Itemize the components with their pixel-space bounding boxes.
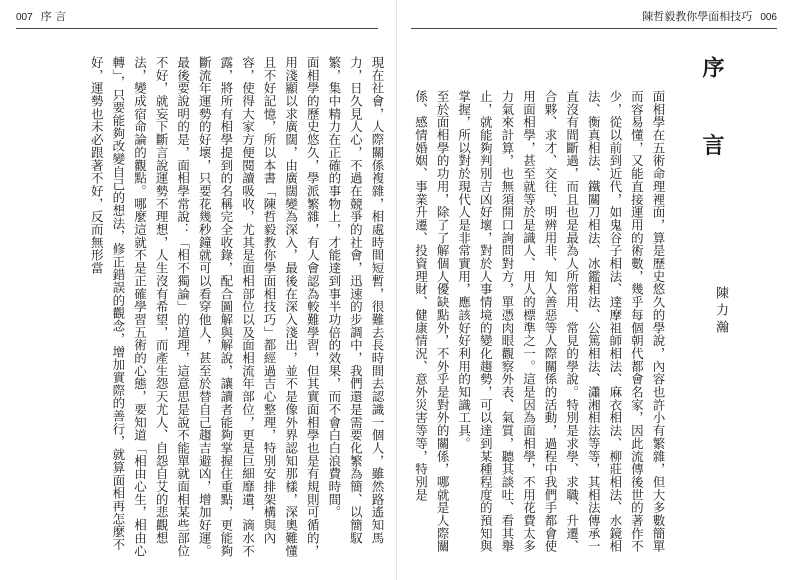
right-header-rule — [411, 28, 777, 29]
left-paragraph-3: 最後要說明的是，面相學常說：「相不獨論」的道理，這意思是說不能單就面相某些部位不好，就妄下斷言說運勢不理想，人生沒有希望，而產生怨天尤人、自怨自艾的悲觀想法，變成宿命論的觀點。哪麼這就不是正確學習五術的心態，要知道「相由心生，相由心轉」，只要能夠改變自己的想法，修正錯誤的觀念，增加實際的善行，就算面相再怎麼不好，運勢也未必跟著不好，反而無形當 — [89, 56, 191, 558]
left-running-title: 序 言 — [40, 10, 67, 23]
right-page-number: 006 — [760, 12, 777, 23]
right-page — [397, 0, 793, 580]
right-body-text — [413, 90, 669, 562]
left-paragraph-2: 面相學的歷史悠久，學派繁雜，有人會認為較難學習，但其實面相學也是有規則可循的，用淺顯以求廣闊，由廣闊變為深入，最後在深入淺出，並不是像外界認知那樣，深奧難懂且不好記憶，所以本書「陳哲毅教你學面相技巧」都經過吉心整理，特別安排架構與內容，使得大家方便閱讀吸收，尤其是面相部位以及面相流年部位，更是巨細靡遺，滴水不露，將所有相學提到的名稱完全收錄，配合圖解與解說，讓讀者能夠掌握住重點，更能夠斷流年運勢的好壞，只要花幾秒鐘就可以看穿他人，甚至於替自己趨吉避凶，增加好運。 — [197, 56, 321, 558]
right-paragraph-1: 面相學在五術命理裡面，算是歷史悠久的學說，內容也許小有繁雜，但大多數簡單而容易懂，又能直接運用的術數，幾乎每個朝代都會名家，因此流傳後世的著作不少，從以前到近代，如鬼谷子相法、達摩祖師相法、麻衣相法、柳莊相法、水鏡相法、衡真相法、鐵關刀相法、冰鑑相法、公篤相法、瀟湘相法等等，其相法傳承一直沒有間斷過，而且也是最為人所常用、常見的學說。特別是求學、求職、升遷、合夥、求才、交往、明辨用非、知人善惡等人際關係的活動，過程中我們手都會使用面相學，甚至就等於是識人、用人的標準之一。這是因為面相學，不用花費太多力氣來計算，也無須開口詢問對方，單憑肉眼觀察外表、氣質，聽其談吐、看其舉止，就能夠判別吉凶好壞，對於人事情境的變化趨勢，可以達到某種程度的預知與掌握，所以對於現代人是非常實用，應該好好利用的知識工具。 — [456, 90, 666, 553]
preface-title: 序 言 — [699, 56, 725, 180]
left-running-head — [16, 8, 66, 26]
right-paragraph-2: 至於面相學的功用，除了了解個人優缺點外，不外乎是對外的關係，哪就是人際關係、感情婚姻、事業升遷、投資理財、健康情況、意外災害等等，特別是 — [413, 90, 451, 553]
author-name: 陳力瀚 — [713, 286, 728, 337]
right-running-title: 陳哲毅教你學面相技巧 — [642, 10, 753, 23]
left-paragraph-1: 現在社會，人際關係複雜，相處時間短暫，很難去長時間去認識一個人，雖然路遙知馬力，日久見人心，不過在競爭的社會，迅速的步調中，我們還是需要化繁為簡、以簡馭繁，集中精力在正確的事物上，才能達到事半功倍的效果，而不會白白浪費時間。 — [326, 56, 385, 545]
right-running-head — [642, 8, 777, 26]
left-header-rule — [16, 28, 378, 29]
left-body-text — [12, 56, 388, 562]
left-page-number: 007 — [16, 12, 33, 23]
left-page — [0, 0, 396, 580]
